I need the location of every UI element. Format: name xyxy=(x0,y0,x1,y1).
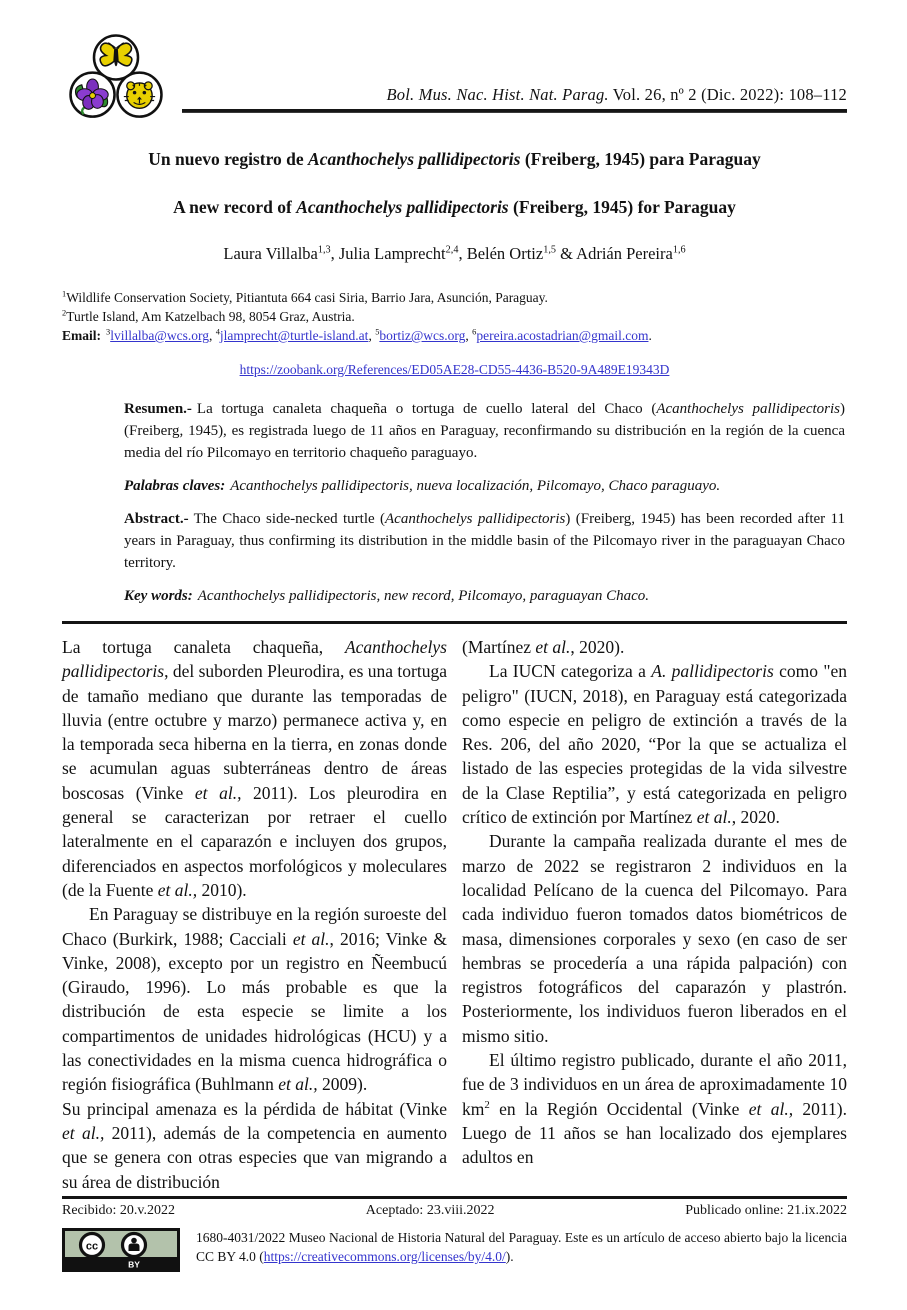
right-column xyxy=(462,635,847,1194)
affiliation-line: $^1$Wildlife Conservation Society, Pitiantuta 664 casi Siria, Barrio Jara, Asunción, Paraguay. xyxy=(62,289,548,305)
accepted-date: Aceptado: 23.viii.2022 xyxy=(365,1203,495,1218)
cc-by-badge-svg xyxy=(62,1228,180,1272)
email-links: $^3$lvillalba@wcs.org, $^4$jlamprecht@turtle-island.at, $^5$bortiz@wcs.org, $^6$pereira.acostadrian@gmail.com. xyxy=(106,327,652,343)
body-paragraph: Su principal amenaza es la pérdida de hábitat (Vinke et al., 2011), además de la competencia en aumento que se genera con otras especies que van migrando a su área de distribución xyxy=(62,1098,447,1192)
body-paragraph: Durante la campaña realizada durante el mes de marzo de 2022 se registraron 2 individuos en la localidad Pelícano de la cuenca del Pilcomayo. Para cada individuo fueron tomados datos biométricos de masa, dimensiones corporales y sexo (en caso de ser hembras se procedería a una rápida palpación) con registros fotográficos del caparazón y plastrón. Posteriormente, los individuos fueron liberados en el mismo sitio. xyxy=(462,831,847,1046)
palabras-block xyxy=(124,475,845,497)
palabras-text: Acanthochelys pallidipectoris, nueva localización, Pilcomayo, Chaco paraguayo. xyxy=(230,478,721,494)
body-paragraph: La tortuga canaleta chaqueña, Acanthochelys pallidipectoris, del suborden Pleurodira, es una tortuga de tamaño mediano que durante las temporadas de lluvia (entre octubre y marzo) permanece activa y, en la temporada seca hiberna en la tierra, en zonas donde se acumulan aguas subterráneas dentro de áreas boscosas (Vinke et al., 2011). Los pleurodira en general se caracterizan por retraer el cuello lateralmente en el caparazón e incluyen dos grupos, diferenciados en aspectos morfológicos y moleculares (de la Fuente et al., 2010). xyxy=(62,637,447,900)
left-column xyxy=(62,635,447,1194)
inline-link[interactable]: pereira.acostadrian@gmail.com xyxy=(476,328,649,343)
license-row xyxy=(62,1228,847,1277)
affiliations xyxy=(62,288,847,345)
inline-link[interactable]: jlamprecht@turtle-island.at xyxy=(219,328,369,343)
palabras-label: Palabras claves: xyxy=(124,478,226,494)
abstract-section xyxy=(124,398,845,607)
keywords-block xyxy=(124,585,845,607)
header-rule xyxy=(182,109,847,113)
header-right xyxy=(182,85,847,113)
abstract-label: Abstract.- xyxy=(124,511,189,527)
email-label: Email: xyxy=(62,328,101,343)
resumen-block xyxy=(124,398,845,464)
svg-text:cc: cc xyxy=(85,1240,99,1253)
body-paragraph: (Martínez et al., 2020). xyxy=(462,637,625,657)
section-divider xyxy=(62,621,847,624)
abstract-text: The Chaco side-necked turtle (Acanthochelys pallidipectoris) (Freiberg, 1945) has been recorded after 11 years in Paraguay, thus confirming its distribution in the middle basin of the Pilcomayo river in the paraguayan Chaco territory. xyxy=(124,511,845,571)
license-text: 1680-4031/2022 Museo Nacional de Historia Natural del Paraguay. Este es un artículo de acceso abierto bajo la licencia CC BY 4.0 (https://creativecommons.org/licenses/by/4.0/). xyxy=(196,1230,847,1264)
journal-citation: Bol. Mus. Nac. Hist. Nat. Parag. Vol. 26, nº 2 (Dic. 2022): 108–112 xyxy=(386,85,847,104)
journal-logo-icon xyxy=(62,34,174,127)
zoobank-row xyxy=(62,362,847,378)
received-date: Recibido: 20.v.2022 xyxy=(62,1203,176,1218)
inline-link[interactable]: https://creativecommons.org/licenses/by/4.0/ xyxy=(263,1249,506,1264)
zoobank-link[interactable]: https://zoobank.org/References/ED05AE28-CD55-4436-B520-9A489E19343D xyxy=(239,362,670,377)
footer-dates xyxy=(62,1203,847,1219)
keywords-label: Key words: xyxy=(124,588,193,604)
keywords-text: Acanthochelys pallidipectoris, new record, Pilcomayo, paraguayan Chaco. xyxy=(197,588,650,604)
footer-rule xyxy=(62,1196,847,1199)
header xyxy=(62,34,847,127)
resumen-text: La tortuga canaleta chaqueña o tortuga de cuello lateral del Chaco (Acanthochelys pallidipectoris) (Freiberg, 1945), es registrada luego de 11 años en Paraguay, reconfirmando su distribución en la región de la cuenca media del río Pilcomayo en territorio chaqueño paraguayo. xyxy=(124,401,845,461)
body-paragraph: En Paraguay se distribuye en la región suroeste del Chaco (Burkirk, 1988; Cacciali et al., 2016; Vinke & Vinke, 2008), excepto por un registro en Ñeembucú (Giraudo, 1996). Lo más probable es que la distribución de esta especie se limite a los compartimentos de unidades hidrológicas (HCU) y a las conectividades en la misma cuenca hidrográfica o región fisiográfica (Buhlmann et al., 2009). xyxy=(62,904,448,1095)
title-spanish: Un nuevo registro de Acanthochelys pallidipectoris (Freiberg, 1945) para Paraguay xyxy=(148,149,761,169)
body-paragraph: El último registro publicado, durante el año 2011, fue de 3 individuos en un área de aproximadamente 10 $km^2$ en la Región Occidental (Vinke et al., 2011). Luego de 11 años se han localizado dos ejemplares adultos en xyxy=(462,1050,847,1168)
published-date: Publicado online: 21.ix.2022 xyxy=(685,1203,847,1218)
authors-line: Laura Villalba$^{1,3}$, Julia Lamprecht$^{2,4}$, Belén Ortiz$^{1,5}$ & Adrián Pereira$^{1,6}$ xyxy=(223,244,686,263)
inline-link[interactable]: lvillalba@wcs.org xyxy=(110,328,209,343)
museum-emblem-icon xyxy=(62,34,170,122)
title-english: A new record of Acanthochelys pallidipectoris (Freiberg, 1945) for Paraguay xyxy=(173,197,736,217)
abstract-block xyxy=(124,508,845,574)
body-paragraph: La IUCN categoriza a A. pallidipectoris como "en peligro" (IUCN, 2018), en Paraguay está categorizada como especie en peligro de extinción a través de la Res. 206, del año 2020, “Por la que se actualiza el listado de las especies protegidas de la vida silvestre de la Clase Reptilia”, y está categorizada en peligro crítico de extinción por Martínez et al., 2020. xyxy=(462,661,847,828)
svg-text:BY: BY xyxy=(128,1259,140,1270)
footer xyxy=(62,1196,847,1277)
inline-link[interactable]: bortiz@wcs.org xyxy=(379,328,466,343)
article-body xyxy=(62,635,847,1194)
email-line xyxy=(62,326,847,345)
affiliation-line: $^2$Turtle Island, Am Katzelbach 98, 8054 Graz, Austria. xyxy=(62,308,355,324)
resumen-label: Resumen.- xyxy=(124,401,192,417)
cc-by-badge-icon xyxy=(62,1228,182,1277)
